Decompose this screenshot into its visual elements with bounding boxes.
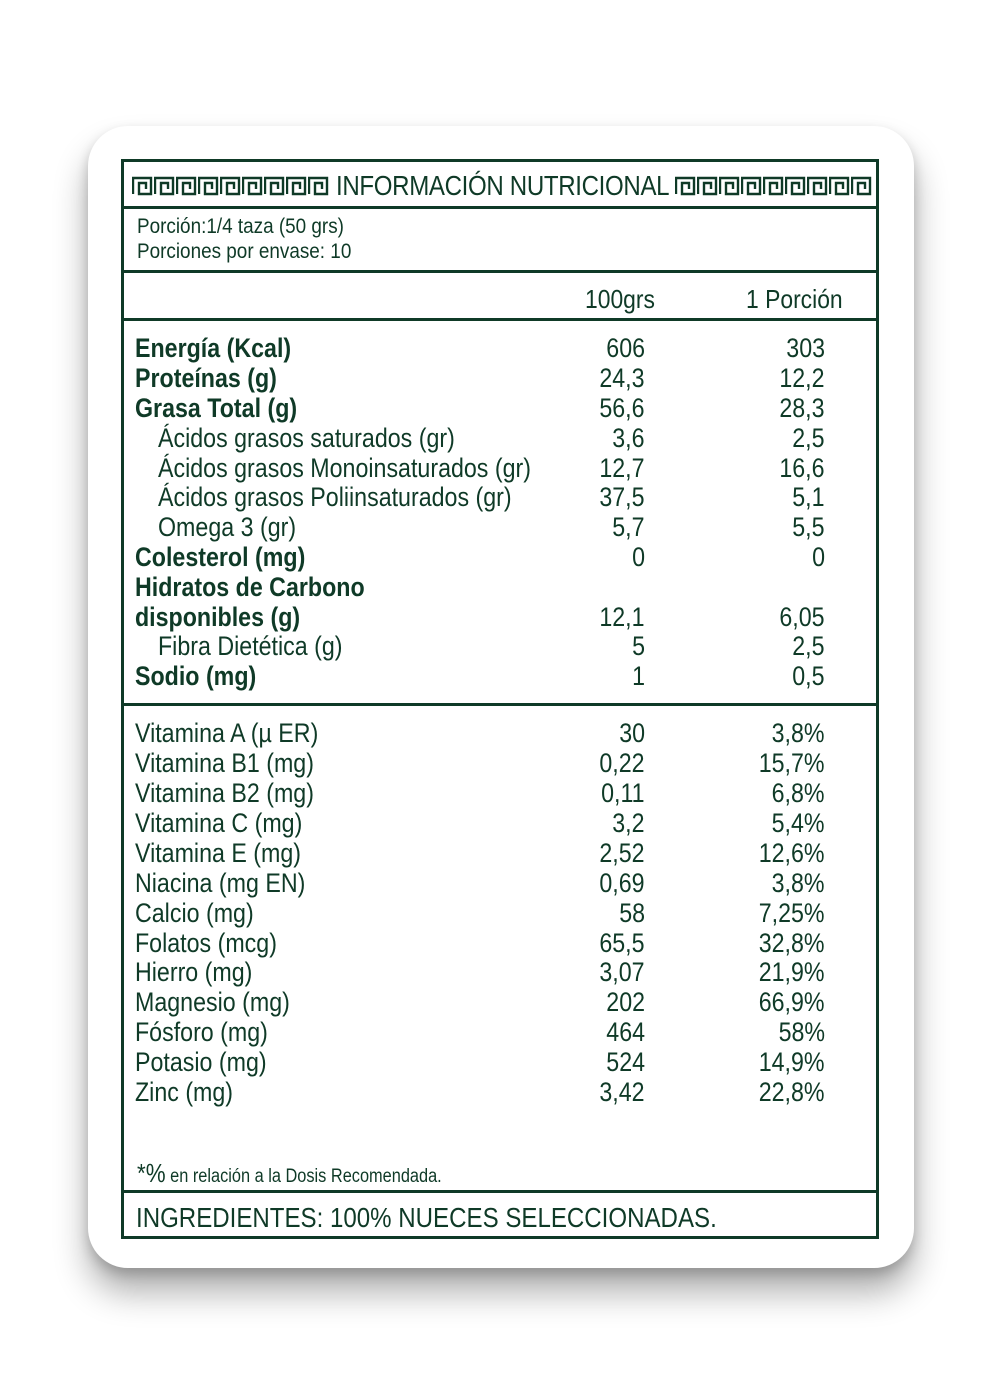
nutrient-row xyxy=(124,423,876,453)
value-per-100g: 3,6 xyxy=(612,423,645,453)
value-per-portion: 58% xyxy=(778,1017,825,1047)
value-per-portion: 28,3 xyxy=(779,393,825,423)
value-per-portion: 3,8% xyxy=(772,868,825,898)
greek-key-border-right xyxy=(675,176,873,196)
nutrient-label: Proteínas (g) xyxy=(135,363,277,393)
value-per-100g: 30 xyxy=(619,718,645,748)
nutrient-row xyxy=(124,333,876,363)
vitamin-row xyxy=(124,718,876,748)
value-per-portion: 12,6% xyxy=(759,838,825,868)
nutrient-row xyxy=(124,631,876,661)
value-per-100g: 0,69 xyxy=(599,868,645,898)
value-per-portion: 21,9% xyxy=(759,957,825,987)
vitamin-row xyxy=(124,1047,876,1077)
value-per-100g: 5 xyxy=(632,631,645,661)
nutrient-row xyxy=(124,363,876,393)
vitamin-row xyxy=(124,1017,876,1047)
vitamin-row xyxy=(124,748,876,778)
value-per-100g: 12,1 xyxy=(599,602,645,632)
value-per-100g: 5,7 xyxy=(612,512,645,542)
value-per-portion: 5,4% xyxy=(772,808,825,838)
value-per-100g: 202 xyxy=(606,987,645,1017)
nutrient-row xyxy=(124,482,876,512)
greek-key-pattern xyxy=(675,176,873,196)
portion-size: Porción:1/4 taza (50 grs) xyxy=(137,215,344,238)
value-per-portion: 303 xyxy=(786,333,825,363)
value-per-portion: 0 xyxy=(812,542,825,572)
vitamin-label: Vitamina A (µ ER) xyxy=(135,718,319,748)
value-per-portion: 7,25% xyxy=(759,898,825,928)
vitamin-label: Calcio (mg) xyxy=(135,898,254,928)
nutrient-row xyxy=(124,453,876,483)
value-per-100g: 606 xyxy=(606,333,645,363)
value-per-portion: 5,1 xyxy=(792,482,825,512)
value-per-portion: 66,9% xyxy=(759,987,825,1017)
nutrient-label: Omega 3 (gr) xyxy=(158,512,297,542)
value-per-portion: 22,8% xyxy=(759,1077,825,1107)
vitamin-label: Vitamina B2 (mg) xyxy=(135,778,314,808)
nutrient-row xyxy=(124,393,876,423)
greek-key-pattern xyxy=(132,176,330,196)
value-per-100g: 56,6 xyxy=(599,393,645,423)
value-per-portion: 12,2 xyxy=(779,363,825,393)
value-per-100g: 3,42 xyxy=(599,1077,645,1107)
vitamin-label: Folatos (mcg) xyxy=(135,928,277,958)
vitamin-label: Vitamina B1 (mg) xyxy=(135,748,314,778)
value-per-portion: 3,8% xyxy=(772,718,825,748)
vitamin-row xyxy=(124,1077,876,1107)
panel-title: INFORMACIÓN NUTRICIONAL xyxy=(336,170,670,201)
vitamin-row xyxy=(124,987,876,1017)
vitamin-label: Zinc (mg) xyxy=(135,1077,234,1107)
vitamin-label: Vitamina C (mg) xyxy=(135,808,303,838)
value-per-100g: 524 xyxy=(606,1047,645,1077)
vitamin-row xyxy=(124,868,876,898)
value-per-portion: 6,8% xyxy=(772,778,825,808)
vitamin-row xyxy=(124,778,876,808)
footnote-text: en relación a la Dosis Recomendada. xyxy=(165,1166,442,1187)
nutrient-label: Grasa Total (g) xyxy=(135,393,298,423)
nutrition-panel xyxy=(121,159,879,1239)
value-per-100g: 1 xyxy=(632,661,645,691)
value-per-portion: 2,5 xyxy=(792,423,825,453)
divider xyxy=(124,318,876,321)
divider xyxy=(124,1190,876,1193)
divider xyxy=(124,270,876,273)
value-per-portion: 14,9% xyxy=(759,1047,825,1077)
value-per-portion: 15,7% xyxy=(759,748,825,778)
value-per-portion: 16,6 xyxy=(779,453,825,483)
nutrient-label: Ácidos grasos saturados (gr) xyxy=(158,423,455,453)
vitamin-row xyxy=(124,957,876,987)
footnote xyxy=(137,1158,442,1189)
vitamin-row xyxy=(124,928,876,958)
value-per-100g: 12,7 xyxy=(599,453,645,483)
vitamin-label: Hierro (mg) xyxy=(135,957,253,987)
footnote-marker: *% xyxy=(137,1158,166,1188)
nutrient-label: Colesterol (mg) xyxy=(135,542,306,572)
title-row xyxy=(124,162,876,206)
value-per-100g: 3,07 xyxy=(599,957,645,987)
vitamin-label: Fósforo (mg) xyxy=(135,1017,268,1047)
value-per-100g: 0,11 xyxy=(601,778,645,808)
value-per-100g: 24,3 xyxy=(599,363,645,393)
nutrient-label: Fibra Dietética (g) xyxy=(158,631,343,661)
value-per-portion: 32,8% xyxy=(759,928,825,958)
nutrient-label: Sodio (mg) xyxy=(135,661,257,691)
column-header-100g: 100grs xyxy=(585,284,655,314)
servings-per-container: Porciones por envase: 10 xyxy=(137,240,352,263)
nutrient-row xyxy=(124,572,876,602)
value-per-portion: 5,5 xyxy=(792,512,825,542)
value-per-100g: 464 xyxy=(606,1017,645,1047)
nutrient-row xyxy=(124,602,876,632)
column-header-portion: 1 Porción xyxy=(746,284,843,314)
value-per-100g: 0 xyxy=(632,542,645,572)
value-per-100g: 37,5 xyxy=(599,482,645,512)
value-per-portion: 6,05 xyxy=(779,602,825,632)
divider xyxy=(124,206,876,209)
vitamin-label: Magnesio (mg) xyxy=(135,987,290,1017)
value-per-100g: 3,2 xyxy=(612,808,645,838)
value-per-portion: 0,5 xyxy=(792,661,825,691)
vitamin-label: Niacina (mg EN) xyxy=(135,868,306,898)
vitamin-row xyxy=(124,808,876,838)
vitamin-label: Vitamina E (mg) xyxy=(135,838,302,868)
value-per-portion: 2,5 xyxy=(792,631,825,661)
value-per-100g: 2,52 xyxy=(599,838,645,868)
vitamin-row xyxy=(124,898,876,928)
greek-key-border-left xyxy=(132,176,330,196)
nutrient-row xyxy=(124,542,876,572)
value-per-100g: 0,22 xyxy=(599,748,645,778)
nutrient-label: disponibles (g) xyxy=(135,602,301,632)
ingredients-text: INGREDIENTES: 100% NUECES SELECCIONADAS. xyxy=(136,1202,717,1233)
nutrient-label: Ácidos grasos Poliinsaturados (gr) xyxy=(158,482,512,512)
vitamin-row xyxy=(124,838,876,868)
nutrient-label: Ácidos grasos Monoinsaturados (gr) xyxy=(158,453,531,483)
nutrient-row xyxy=(124,512,876,542)
value-per-100g: 58 xyxy=(619,898,645,928)
divider xyxy=(124,703,876,706)
vitamin-label: Potasio (mg) xyxy=(135,1047,267,1077)
nutrient-label: Hidratos de Carbono xyxy=(135,572,365,602)
value-per-100g: 65,5 xyxy=(599,928,645,958)
nutrient-label: Energía (Kcal) xyxy=(135,333,292,363)
nutrient-row xyxy=(124,661,876,691)
